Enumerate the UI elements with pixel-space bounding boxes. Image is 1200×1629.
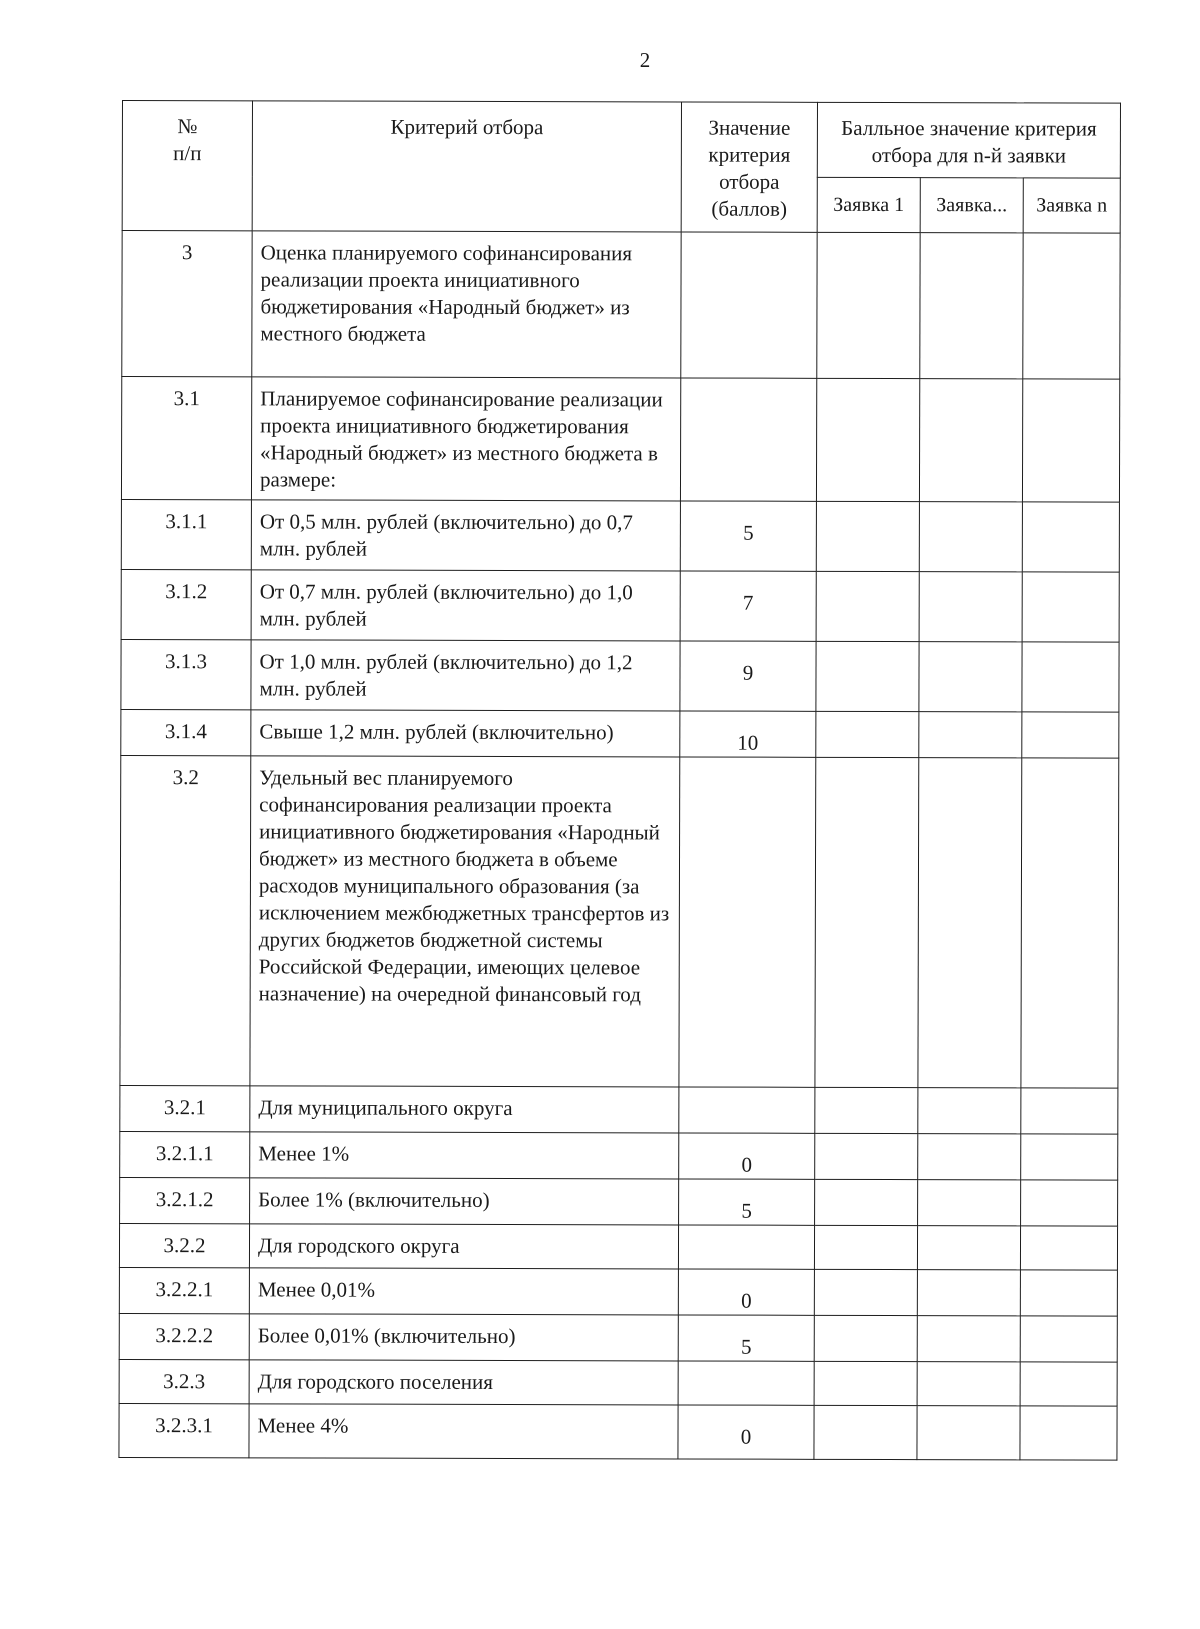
row-criterion: Менее 1% — [250, 1132, 679, 1179]
row-score-application-1[interactable] — [815, 1133, 918, 1179]
row-score-application-1[interactable] — [815, 757, 919, 1087]
row-score-application-1[interactable] — [814, 1315, 917, 1361]
row-score-application-1[interactable] — [816, 378, 919, 501]
row-number: 3.2.1.1 — [120, 1131, 250, 1177]
row-score-application-n[interactable] — [1022, 642, 1119, 712]
row-criterion: Удельный вес планируемого софинансирования реализации проекта инициативного бюджетирования «Народный бюджет» из местного бюджета в объеме расходов муниципального образования (за исключением межбюджетных трансфертов из других бюджетов бюджетной системы Российской Федерации, имеющих целевое назначение) на очередной финансовый год — [250, 756, 680, 1087]
row-number: 3.1 — [121, 377, 251, 500]
row-score-application-middle[interactable] — [919, 572, 1022, 642]
row-value: 7 — [680, 571, 816, 641]
table-row — [120, 755, 1119, 1088]
row-score-application-middle[interactable] — [920, 233, 1023, 379]
table-row — [121, 499, 1119, 572]
table-header-row — [122, 101, 1120, 179]
header-application-n: Заявка n — [1023, 178, 1120, 233]
row-score-application-middle[interactable] — [919, 712, 1022, 758]
row-score-application-middle[interactable] — [919, 642, 1022, 712]
row-criterion: Планируемое софинансирование реализации проекта инициативного бюджетирования «Народный бюджет» из местного бюджета в размере: — [251, 377, 680, 501]
row-number: 3 — [122, 231, 252, 377]
row-value: 5 — [679, 1179, 815, 1225]
row-criterion: Менее 0,01% — [249, 1268, 678, 1315]
row-score-application-1[interactable] — [814, 1405, 917, 1459]
row-score-application-middle[interactable] — [917, 1362, 1020, 1406]
row-criterion: Менее 4% — [249, 1404, 678, 1459]
row-score-application-1[interactable] — [816, 571, 919, 641]
row-number: 3.2.2.2 — [119, 1313, 249, 1359]
row-score-application-n[interactable] — [1020, 1226, 1117, 1270]
header-number — [122, 101, 252, 231]
row-score-application-1[interactable] — [817, 232, 920, 378]
row-score-application-1[interactable] — [815, 1179, 918, 1225]
row-number: 3.1.2 — [121, 569, 251, 639]
row-criterion: Для городского округа — [249, 1224, 678, 1269]
row-number: 3.2.2.1 — [119, 1267, 249, 1313]
row-score-application-1[interactable] — [814, 1269, 917, 1315]
row-number: 3.2.1.2 — [120, 1177, 250, 1223]
row-number: 3.1.4 — [121, 709, 251, 755]
row-value — [678, 1361, 814, 1405]
row-score-application-middle[interactable] — [917, 1226, 1020, 1270]
row-value: 0 — [679, 1133, 815, 1179]
row-score-application-n[interactable] — [1021, 1088, 1118, 1134]
row-score-application-1[interactable] — [816, 501, 919, 571]
row-criterion: Для городского поселения — [249, 1360, 678, 1405]
row-score-application-n[interactable] — [1020, 1270, 1117, 1316]
row-score-application-middle[interactable] — [917, 1406, 1020, 1460]
criteria-table-container — [118, 100, 1120, 1461]
table-row — [120, 1177, 1118, 1226]
row-value — [679, 1087, 815, 1133]
row-value — [680, 378, 816, 501]
header-value: Значение критерия отбора (баллов) — [681, 102, 817, 232]
table-row — [121, 709, 1119, 758]
row-score-application-n[interactable] — [1020, 1406, 1117, 1460]
row-score-application-n[interactable] — [1020, 1316, 1117, 1362]
row-criterion: Свыше 1,2 млн. рублей (включительно) — [251, 710, 680, 757]
header-application-middle: Заявка... — [920, 178, 1023, 233]
criteria-table — [118, 100, 1121, 1461]
header-criterion: Критерий отбора — [252, 101, 681, 232]
table-row — [121, 377, 1119, 503]
row-value: 0 — [678, 1405, 814, 1459]
row-score-application-middle[interactable] — [917, 1270, 1020, 1316]
row-score-application-middle[interactable] — [918, 1088, 1021, 1134]
row-score-application-1[interactable] — [816, 711, 919, 757]
table-row — [120, 1085, 1118, 1134]
table-row — [120, 1131, 1118, 1180]
row-score-application-1[interactable] — [816, 641, 919, 711]
table-row — [119, 1313, 1117, 1362]
row-score-application-n[interactable] — [1022, 502, 1119, 572]
row-score-application-1[interactable] — [814, 1225, 917, 1269]
row-score-application-n[interactable] — [1021, 1180, 1118, 1226]
row-value — [679, 757, 816, 1087]
header-number-label: № п/п — [173, 114, 202, 166]
row-number: 3.2.3.1 — [119, 1403, 249, 1457]
row-score-application-n[interactable] — [1020, 1362, 1117, 1406]
row-score-application-n[interactable] — [1023, 233, 1120, 379]
header-score-group: Балльное значение критерия отбора для n-й заявки — [817, 102, 1120, 178]
table-row — [121, 569, 1119, 642]
row-number: 3.2 — [120, 755, 251, 1085]
row-value: 10 — [680, 711, 816, 757]
row-score-application-n[interactable] — [1022, 712, 1119, 758]
row-value — [681, 232, 817, 378]
row-score-application-middle[interactable] — [918, 1134, 1021, 1180]
page-number: 2 — [639, 48, 651, 72]
table-row — [121, 639, 1119, 712]
row-score-application-n[interactable] — [1022, 572, 1119, 642]
row-value: 0 — [678, 1269, 814, 1315]
row-score-application-1[interactable] — [814, 1361, 917, 1405]
row-score-application-1[interactable] — [815, 1087, 918, 1133]
row-criterion: Более 1% (включительно) — [250, 1178, 679, 1225]
row-criterion: Для муниципального округа — [250, 1086, 679, 1133]
row-criterion: От 0,5 млн. рублей (включительно) до 0,7 млн. рублей — [251, 500, 680, 571]
row-score-application-middle[interactable] — [919, 502, 1022, 572]
row-score-application-n[interactable] — [1021, 758, 1119, 1088]
row-criterion: От 0,7 млн. рублей (включительно) до 1,0 млн. рублей — [251, 570, 680, 641]
row-value: 9 — [680, 641, 816, 711]
row-number: 3.2.3 — [119, 1359, 249, 1403]
row-score-application-middle[interactable] — [919, 379, 1022, 502]
header-application-1: Заявка 1 — [817, 177, 920, 232]
row-score-application-n[interactable] — [1022, 379, 1119, 502]
row-score-application-middle[interactable] — [917, 1316, 1020, 1362]
row-criterion: Более 0,01% (включительно) — [249, 1314, 678, 1361]
table-row — [119, 1359, 1117, 1406]
row-score-application-middle[interactable] — [918, 758, 1022, 1088]
row-score-application-n[interactable] — [1021, 1134, 1118, 1180]
table-body — [119, 231, 1120, 1461]
row-criterion: Оценка планируемого софинансирования реализации проекта инициативного бюджетирования «Народный бюджет» из местного бюджета — [252, 231, 681, 378]
row-criterion: От 1,0 млн. рублей (включительно) до 1,2 млн. рублей — [251, 640, 680, 711]
row-value: 5 — [678, 1315, 814, 1361]
table-row — [122, 231, 1120, 380]
table-row — [119, 1403, 1117, 1460]
table-row — [119, 1223, 1117, 1270]
table-row — [119, 1267, 1117, 1316]
row-number: 3.2.1 — [120, 1085, 250, 1131]
row-number: 3.1.3 — [121, 639, 251, 709]
row-number: 3.1.1 — [121, 499, 251, 569]
row-value: 5 — [680, 501, 816, 571]
row-number: 3.2.2 — [119, 1223, 249, 1267]
row-score-application-middle[interactable] — [918, 1180, 1021, 1226]
row-value — [678, 1225, 814, 1269]
